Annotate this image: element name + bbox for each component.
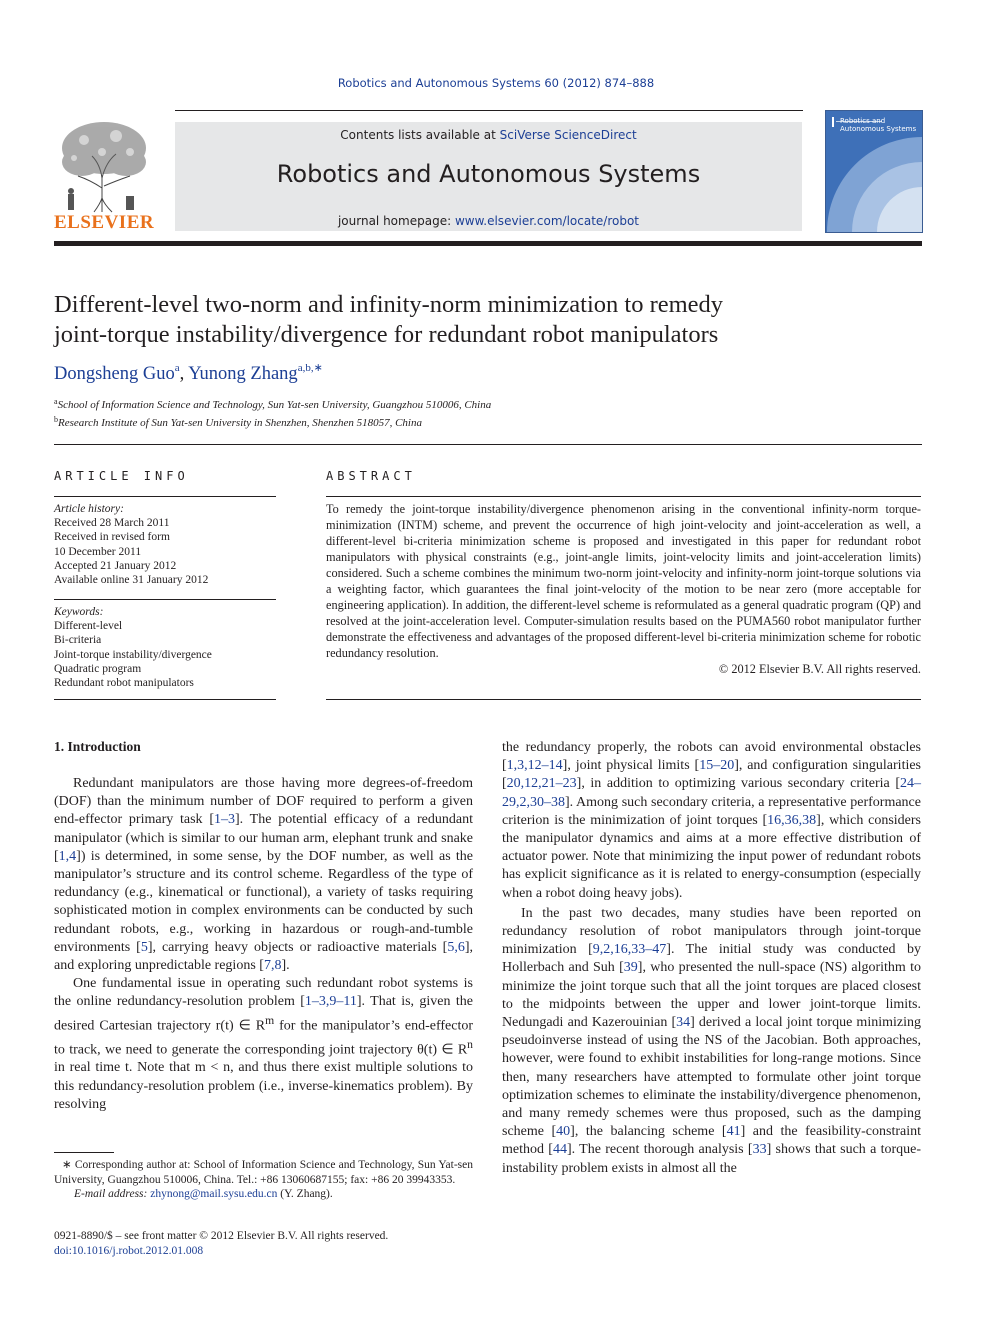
citation-link[interactable]: 9,2,16,33–47 <box>592 942 667 958</box>
abstract-text: To remedy the joint-torque instability/divergence phenomenon arising in the conventional infinity-norm torque-minimization (INTM) scheme, and prevent the occurrence of high joint-velocity and joint-acceleration as well, a different-level bi-criteria minimization scheme is proposed and investigated in this paper for redundant robot manipulators with physical constraints (e.g., joint-angle limits, joint-velocity limits and joint-acceleration limits) considered. Such a scheme combines the minimum two-norm joint-velocity and infinity-norm joint-torque solutions via a weighting factor, which guarantees the final joint-velocity of the motion to be near zero (more acceptable for engineering application). In addition, the different-level scheme is reformulated as a general quadratic program (QP) and resolved at the joint-acceleration level. Computer-simulation results based on the PUMA560 robot manipulator further demonstrate the effectiveness and advantages of the proposed different-level bi-criteria minimization scheme for robotic redundancy resolution. <box>326 502 921 660</box>
body-text: in real time t. Note that m < n, and thus there exist multiple solutions to this redundancy-resolution problem (i.e., inverse-kinematics problem). By resolving <box>54 1060 473 1112</box>
elsevier-tree-icon <box>54 118 154 214</box>
sciencedirect-link[interactable]: SciVerse ScienceDirect <box>499 128 637 142</box>
keyword-item: Different-level <box>54 620 123 633</box>
header-top-rule <box>175 110 803 111</box>
citation-link[interactable]: 16,36,38 <box>767 812 817 828</box>
author-list <box>54 361 323 385</box>
body-text: ] derived a local joint torque minimizing pseudoinverse instead of using the NS of the Jacobian. Both approaches, however, were found to exhibit instabilities for long-range motions. Since then, many researchers have attempted to formulate other joint torque optimization schemes to eliminate the instability/divergence phenomenon, and many remedy schemes were thus proposed, such as the damping scheme [ <box>502 1015 921 1140</box>
citation-link[interactable]: 41 <box>726 1124 741 1140</box>
citation-link[interactable]: 5 <box>140 939 148 955</box>
article-history <box>54 502 276 587</box>
contents-line <box>175 128 802 142</box>
citation-link[interactable]: 1,4 <box>58 848 77 864</box>
article-info-rule <box>54 496 276 497</box>
citation-link[interactable]: 34 <box>676 1015 691 1031</box>
email-link[interactable]: zhynong@mail.sysu.edu.cn <box>150 1188 278 1200</box>
citation-link[interactable]: 40 <box>556 1124 571 1140</box>
citation-link[interactable]: 24–29,2,30–38 <box>502 776 921 810</box>
intro-left-column <box>54 775 473 1114</box>
body-text: ] and the feasibility-constraint method [ <box>502 1124 921 1158</box>
doi-link[interactable]: doi:10.1016/j.robot.2012.01.008 <box>54 1245 204 1257</box>
contents-prefix: Contents lists available at <box>340 128 500 142</box>
citation-link[interactable]: 44 <box>552 1142 567 1158</box>
body-text: ]. That is, given the desired Cartesian trajectory r(t) ∈ R <box>54 994 473 1034</box>
paper-title-line-2: joint-torque instability/divergence for redundant robot manipulators <box>54 321 719 348</box>
keyword-item: Joint-torque instability/divergence <box>54 648 212 661</box>
body-text: ], in addition to optimizing various secondary criteria [ <box>576 776 900 792</box>
elsevier-wordmark: ELSEVIER <box>54 212 155 233</box>
keywords-label: Keywords: <box>54 606 104 618</box>
history-item: 10 December 2011 <box>54 545 142 558</box>
body-text: ], and configuration singularities [ <box>502 758 922 792</box>
keywords-rule <box>54 599 276 600</box>
body-text: ], the balancing scheme [ <box>570 1124 727 1140</box>
body-text: ], who presented the null-space (NS) algorithm to minimize the joint torque such that all the joint torques are placed closest to the midpoints between the upper and lower joint-torque limits. Nedungadi and Kazerouinian [ <box>502 960 922 1031</box>
citation-link[interactable]: 33 <box>752 1142 767 1158</box>
abstract <box>326 501 921 677</box>
author-zhang[interactable]: Yunong Zhang <box>188 364 298 384</box>
cover-title: Robotics and Autonomous Systems <box>840 117 917 133</box>
body-text: ], carrying heavy objects or radioactive materials [ <box>147 939 448 955</box>
author-separator: , <box>179 364 189 384</box>
history-item: Received in revised form <box>54 531 170 544</box>
body-text: ]) is determined, in some sense, by the DOF number, as well as the manipulator’s structure and its control scheme. Regardless of the type of redundancy (e.g., kinematical or functional), a variety of tasks requiring sophisticated motion in complex environments can be conducted by such redundant robots, e.g., working in hazardous or rough-and-tumble environments [ <box>54 848 473 955</box>
citation-link[interactable]: 1–3,9–11 <box>304 994 357 1010</box>
intro-right-column <box>502 739 921 1178</box>
affiliation-a <box>54 397 491 411</box>
citation-link[interactable]: 1,3,12–14 <box>506 758 563 774</box>
abstract-bottom-rule <box>326 699 921 700</box>
journal-banner <box>175 122 802 231</box>
footnote-marker: ∗ <box>62 1159 72 1171</box>
paper-title-line-1: Different-level two-norm and infinity-norm minimization to remedy <box>54 291 724 318</box>
citation-link[interactable]: 7,8 <box>263 958 282 974</box>
elsevier-logo <box>54 118 154 234</box>
body-text: Redundant manipulators are those having more degrees-of-freedom (DOF) than the minimum number of DOF required to perform a given end-effector primary task [ <box>54 776 473 828</box>
keywords <box>54 605 276 690</box>
history-item: Received 28 March 2011 <box>54 517 170 530</box>
citation-link[interactable]: 1–3 <box>214 812 235 828</box>
paper-title <box>54 290 914 350</box>
intro-paragraph-2 <box>54 975 473 1114</box>
body-text: In the past two decades, many studies have been reported on redundancy resolution of robot manipulators through joint-torque minimization [ <box>502 905 921 958</box>
body-text: ], and exploring unpredictable regions [ <box>54 939 473 974</box>
body-text: the redundancy properly, the robots can avoid environmental obstacles [ <box>502 740 921 774</box>
homepage-line <box>175 214 802 228</box>
body-text: ]. The potential efficacy of a redundant manipulator (which is similar to our human arm, elephant trunk and snake [ <box>54 812 473 864</box>
body-text: ]. Among such secondary criteria, a representative performance criterion is the minimization of joint torques [ <box>502 794 921 828</box>
journal-title: Robotics and Autonomous Systems <box>276 160 701 188</box>
body-text: ]. The recent thorough analysis [ <box>566 1142 753 1158</box>
article-info-bottom-rule <box>54 699 276 700</box>
author-zhang-affil-mark[interactable]: a,b,∗ <box>297 362 323 374</box>
keyword-item: Redundant robot manipulators <box>54 677 194 690</box>
body-text: for the manipulator’s end-effector to track, we need to generate the corresponding joint trajectory θ(t) ∈ R <box>54 1018 474 1058</box>
citation-link[interactable]: 39 <box>623 960 638 976</box>
affiliation-b-mark: b <box>54 415 58 424</box>
author-guo-affil-mark[interactable]: a <box>174 362 180 374</box>
email-suffix: (Y. Zhang). <box>277 1188 333 1200</box>
abstract-heading: ABSTRACT <box>326 469 416 483</box>
corresponding-author-footnote <box>54 1158 473 1202</box>
history-label: Article history: <box>54 503 124 515</box>
intro-paragraph-1 <box>54 775 473 975</box>
superscript: n <box>467 1037 473 1051</box>
footnote-text: Corresponding author at: School of Information Science and Technology, Sun Yat-sen University, Guangzhou 510006, China. Tel.: +86 13060687155; fax: +86 20 39943353. <box>54 1159 473 1186</box>
body-text: ], joint physical limits [ <box>562 758 700 774</box>
affiliation-a-text: School of Information Science and Technology, Sun Yat-sen University, Guangzhou 510006, China <box>57 399 492 411</box>
issn-line: 0921-8890/$ – see front matter © 2012 Elsevier B.V. All rights reserved. <box>54 1230 389 1242</box>
body-text: One fundamental issue in operating such redundant robot systems is the online redundancy-resolution problem [ <box>54 976 473 1010</box>
email-label: E-mail address: <box>74 1188 151 1200</box>
article-info-heading: ARTICLE INFO <box>54 469 189 483</box>
intro-paragraph-3 <box>502 739 921 903</box>
body-text: ] shows that such a torque-instability problem exists in almost all the <box>502 1142 922 1176</box>
footnote-rule <box>54 1152 114 1153</box>
body-text: ], which considers the manipulator dynamics and aims at a more effective distribution of actuator power. Note that minimizing the input power of redundant robots has explicit significance as it is related to energy-consumption (especially when a robot doing heavy jobs). <box>502 812 921 901</box>
citation-link[interactable]: 5,6 <box>447 939 465 955</box>
introduction-heading: 1. Introduction <box>54 739 141 754</box>
citation-link[interactable]: 20,12,21–23 <box>506 776 577 792</box>
homepage-prefix: journal homepage: <box>337 214 455 228</box>
author-guo[interactable]: Dongsheng Guo <box>54 364 175 384</box>
affiliation-rule <box>54 444 922 445</box>
header-thick-rule <box>54 241 922 246</box>
abstract-copyright: © 2012 Elsevier B.V. All rights reserved. <box>718 662 921 676</box>
journal-cover <box>825 110 923 233</box>
history-item: Accepted 21 January 2012 <box>54 559 177 572</box>
intro-paragraph-4 <box>502 905 921 1178</box>
body-text: ]. <box>281 958 290 974</box>
citation-link[interactable]: 15–20 <box>699 758 735 774</box>
journal-reference[interactable]: Robotics and Autonomous Systems 60 (2012) 874–888 <box>337 76 655 90</box>
front-matter-notice <box>54 1229 484 1259</box>
history-item: Available online 31 January 2012 <box>54 574 209 587</box>
superscript: m <box>265 1013 275 1027</box>
affiliation-b <box>54 415 422 429</box>
body-text: ]. The initial study was conducted by Hollerbach and Suh [ <box>502 942 921 976</box>
keyword-item: Quadratic program <box>54 662 142 675</box>
keyword-item: Bi-criteria <box>54 634 102 647</box>
homepage-link[interactable]: www.elsevier.com/locate/robot <box>454 214 640 228</box>
affiliation-b-text: Research Institute of Sun Yat-sen University in Shenzhen, Shenzhen 518057, China <box>58 417 422 429</box>
affiliation-a-mark: a <box>54 397 58 406</box>
abstract-rule <box>326 496 921 497</box>
